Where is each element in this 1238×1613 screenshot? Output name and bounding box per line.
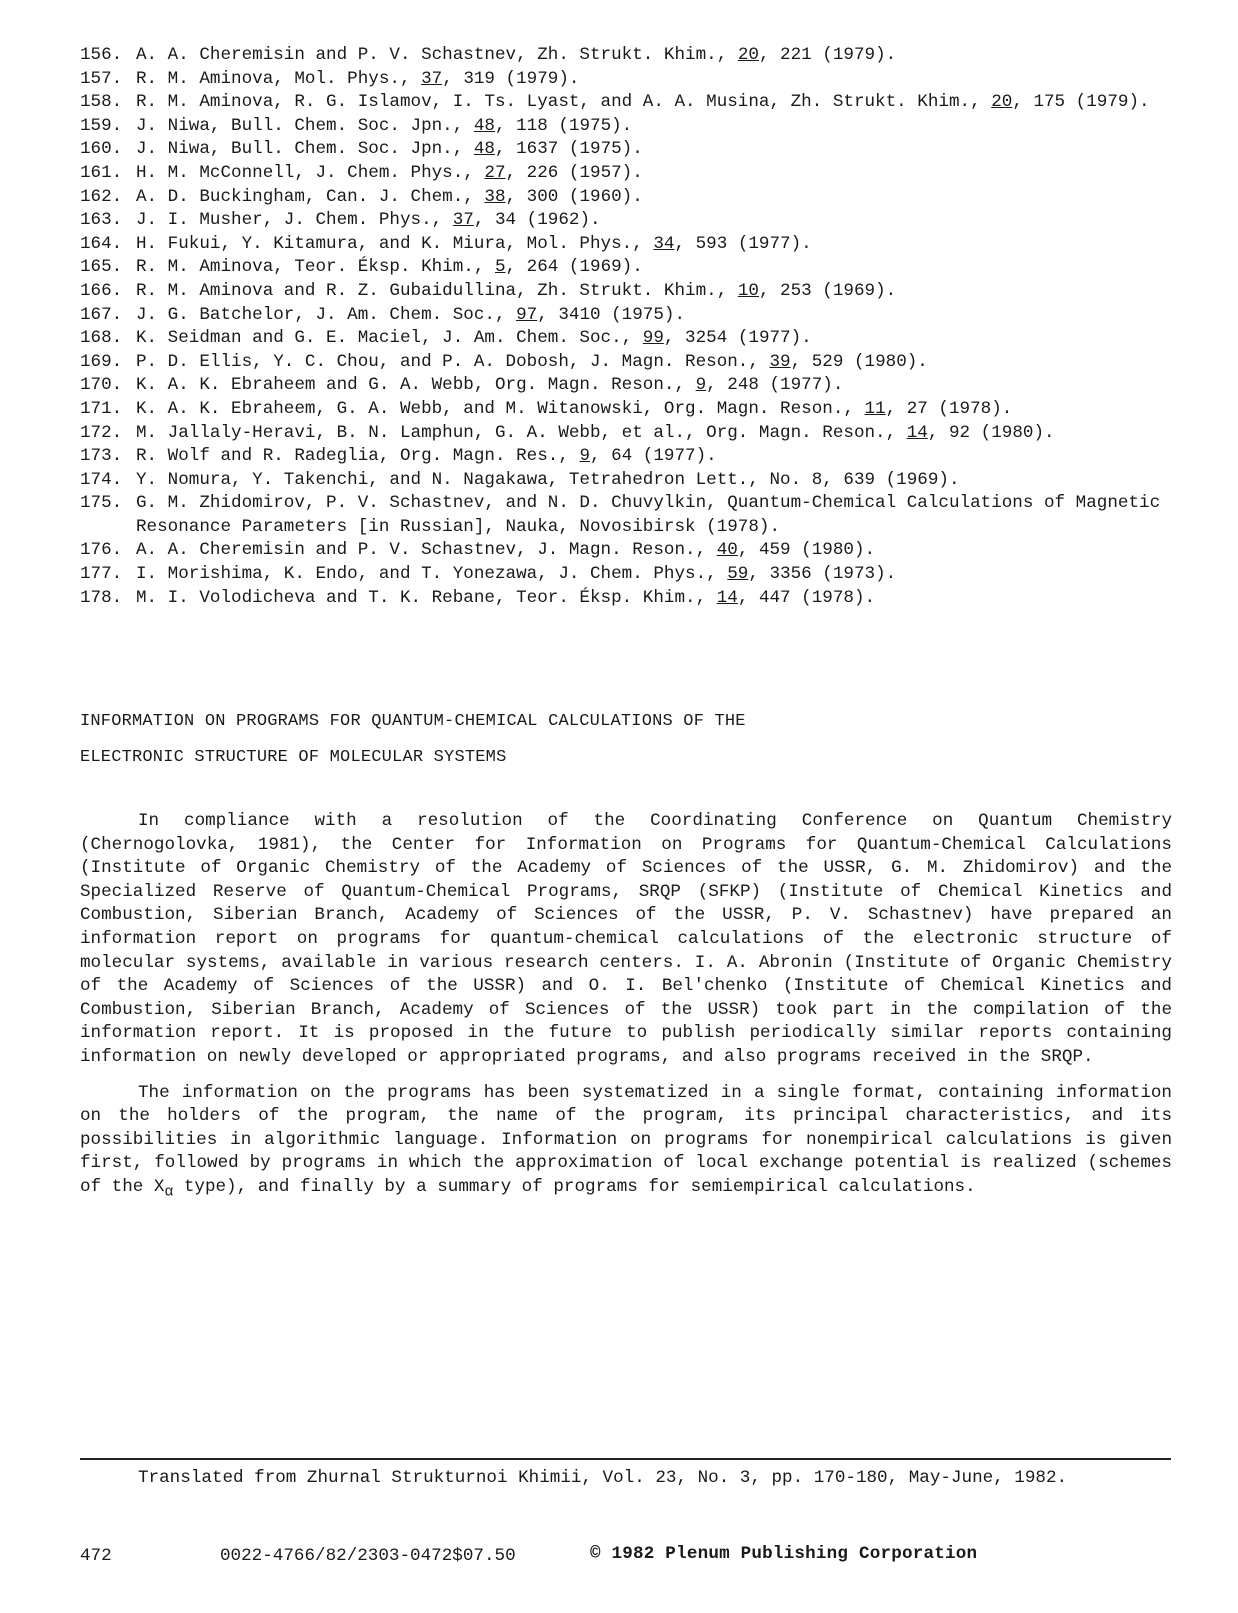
reference-text — [136, 327, 1170, 351]
reference-number: 176. — [80, 540, 123, 561]
reference-pre: A. D. Buckingham, Can. J. Chem., — [136, 186, 485, 207]
reference-pre: A. A. Cheremisin and P. V. Schastnev, J. Magn. Reson., — [136, 540, 717, 561]
footnote-text: Translated from Zhurnal Strukturnoi Khimii, Vol. 23, No. 3, pp. 170-180, May-June, 1982. — [138, 1468, 1068, 1488]
reference-item — [80, 398, 1170, 422]
reference-pre: G. M. Zhidomirov, P. V. Schastnev, and N. D. Chuvylkin, Quantum-Chemical Calculations of Magnetic Resonance Parameters [in Russian], Nauka, Novosibirsk (1978). — [136, 493, 1171, 537]
reference-post: , 175 (1979). — [1012, 92, 1150, 113]
footnote — [80, 1466, 1140, 1490]
reference-post: , 3410 (1975). — [537, 304, 686, 325]
reference-number: 165. — [80, 257, 123, 278]
reference-volume: 40 — [716, 540, 738, 561]
reference-item — [80, 186, 1170, 210]
body-text — [80, 810, 1172, 1217]
copyright-notice: © 1982 Plenum Publishing Corporation — [590, 1544, 978, 1564]
reference-post: , 3254 (1977). — [663, 328, 812, 349]
reference-post: , 253 (1969). — [758, 280, 897, 301]
reference-pre: H. M. McConnell, J. Chem. Phys., — [136, 162, 485, 183]
reference-pre: K. A. K. Ebraheem, G. A. Webb, and M. Witanowski, Org. Magn. Reson., — [136, 398, 865, 419]
reference-text — [136, 539, 1170, 563]
reference-number: 164. — [80, 233, 123, 254]
reference-volume: 48 — [473, 139, 495, 160]
reference-pre: P. D. Ellis, Y. C. Chou, and P. A. Dobosh, J. Magn. Reson., — [136, 351, 770, 372]
section-heading — [80, 704, 746, 776]
reference-number: 163. — [80, 210, 123, 231]
reference-post: , 459 (1980). — [737, 540, 876, 561]
reference-number: 162. — [80, 186, 123, 207]
reference-text — [136, 492, 1170, 539]
reference-number: 169. — [80, 351, 123, 372]
reference-text — [136, 209, 1170, 233]
reference-pre: M. I. Volodicheva and T. K. Rebane, Teor. Éksp. Khim., — [136, 587, 717, 608]
reference-text — [136, 304, 1170, 328]
reference-text — [136, 162, 1170, 186]
reference-number: 168. — [80, 328, 123, 349]
reference-pre: R. M. Aminova and R. Z. Gubaidullina, Zh. Strukt. Khim., — [136, 280, 738, 301]
reference-volume: 37 — [452, 210, 474, 231]
reference-item — [80, 115, 1170, 139]
paragraph-2-after: type), and finally by a summary of programs for semiempirical calculations. — [173, 1176, 976, 1197]
reference-text — [136, 445, 1170, 469]
footnote-divider — [80, 1458, 1171, 1460]
reference-number: 166. — [80, 280, 123, 301]
reference-volume: 14 — [906, 422, 928, 443]
reference-volume: 59 — [727, 564, 749, 585]
reference-text — [136, 115, 1170, 139]
x-alpha-subscript: α — [164, 1184, 174, 1201]
reference-item — [80, 209, 1170, 233]
reference-text — [136, 233, 1170, 257]
reference-pre: R. Wolf and R. Radeglia, Org. Magn. Res., — [136, 446, 580, 467]
reference-number: 172. — [80, 422, 123, 443]
reference-pre: K. Seidman and G. E. Maciel, J. Am. Chem. Soc., — [136, 328, 643, 349]
reference-text — [136, 374, 1170, 398]
reference-item — [80, 374, 1170, 398]
reference-volume: 9 — [695, 375, 707, 396]
reference-item — [80, 422, 1170, 446]
reference-post: , 264 (1969). — [505, 257, 643, 278]
reference-number: 156. — [80, 45, 123, 65]
section-heading-line2: ELECTRONIC STRUCTURE OF MOLECULAR SYSTEMS — [80, 748, 507, 767]
paragraph-2-before: The information on the programs has been systematized in a single format, containing information on the holders of the program, the name of the program, its principal characteristics, and its possibilities in algorithmic language. Information on programs for nonempirical calculations is given first, followed by programs in which the approximation of local exchange potential is realized (schemes of the X — [80, 1082, 1172, 1197]
reference-item — [80, 492, 1170, 539]
reference-item — [80, 304, 1170, 328]
reference-item — [80, 327, 1170, 351]
reference-text — [136, 563, 1170, 587]
reference-number: 157. — [80, 68, 123, 89]
reference-pre: I. Morishima, K. Endo, and T. Yonezawa, J. Chem. Phys., — [136, 564, 728, 585]
section-heading-line1: INFORMATION ON PROGRAMS FOR QUANTUM-CHEMICAL CALCULATIONS OF THE — [80, 712, 746, 731]
reference-volume: 10 — [737, 280, 759, 301]
reference-number: 167. — [80, 304, 123, 325]
reference-pre: R. M. Aminova, Teor. Éksp. Khim., — [136, 257, 495, 278]
reference-post: , 118 (1975). — [494, 115, 633, 136]
reference-item — [80, 256, 1170, 280]
reference-pre: H. Fukui, Y. Kitamura, and K. Miura, Mol. Phys., — [136, 233, 654, 254]
reference-text — [136, 138, 1170, 162]
reference-number: 159. — [80, 115, 123, 136]
reference-volume: 5 — [494, 257, 506, 278]
reference-volume: 9 — [579, 446, 590, 467]
reference-number: 175. — [80, 493, 123, 514]
reference-text — [136, 91, 1170, 115]
paragraph-1: In compliance with a resolution of the Coordinating Conference on Quantum Chemistry (Chernogolovka, 1981), the Center for Information on Programs for Quantum-Chemical Calculations (Institute of Organic Chemistry of the Academy of Sciences of the USSR, G. M. Zhidomirov) and the Specialized Reserve of Quantum-Chemical Programs, SRQP (SFKP) (Institute of Chemical Kinetics and Combustion, Siberian Branch, Academy of Sciences of the USSR, P. V. Schastnev) have prepared an information report on programs for quantum-chemical calculations of the electronic structure of molecular systems, available in various research centers. I. A. Abronin (Institute of Organic Chemistry of the Academy of Sciences of the USSR) and O. I. Bel'chenko (Institute of Chemical Kinetics and Combustion, Siberian Branch, Academy of Sciences of the USSR) took part in the compilation of the information report. It is proposed in the future to publish periodically similar reports containing information on newly developed or appropriated programs, and also programs received in the SRQP. — [80, 811, 1172, 1067]
reference-item — [80, 233, 1170, 257]
reference-volume: 20 — [737, 45, 759, 65]
reference-text — [136, 186, 1170, 210]
reference-volume: 48 — [473, 115, 495, 136]
reference-item — [80, 351, 1170, 375]
reference-post: , 319 (1979). — [442, 68, 580, 89]
reference-post: , 226 (1957). — [505, 162, 643, 183]
reference-pre: J. Niwa, Bull. Chem. Soc. Jpn., — [136, 115, 474, 136]
reference-pre: J. Niwa, Bull. Chem. Soc. Jpn., — [136, 139, 474, 160]
reference-pre: R. M. Aminova, R. G. Islamov, I. Ts. Lyast, and A. A. Musina, Zh. Strukt. Khim., — [136, 92, 992, 113]
reference-post: , 221 (1979). — [758, 45, 897, 65]
reference-post: , 34 (1962). — [473, 210, 601, 231]
reference-pre: Y. Nomura, Y. Takenchi, and N. Nagakawa, Tetrahedron Lett., No. 8, 639 (1969). — [136, 469, 960, 490]
reference-text — [136, 256, 1170, 280]
reference-item — [80, 68, 1170, 92]
page-number: 472 — [80, 1546, 112, 1566]
reference-number: 171. — [80, 398, 123, 419]
reference-item — [80, 44, 1170, 68]
reference-volume: 34 — [653, 233, 675, 254]
reference-item — [80, 280, 1170, 304]
reference-pre: M. Jallaly-Heravi, B. N. Lamphun, G. A. Webb, et al., Org. Magn. Reson., — [136, 422, 907, 443]
article-code: 0022-4766/82/2303-0472$07.50 — [220, 1546, 516, 1566]
reference-number: 158. — [80, 92, 123, 113]
reference-volume: 20 — [991, 92, 1013, 113]
reference-pre: A. A. Cheremisin and P. V. Schastnev, Zh. Strukt. Khim., — [136, 45, 738, 65]
reference-number: 178. — [80, 587, 123, 608]
paragraph-2 — [80, 1082, 1172, 1205]
reference-item — [80, 162, 1170, 186]
reference-volume: 39 — [769, 351, 791, 372]
reference-post: , 1637 (1975). — [494, 139, 643, 160]
reference-text — [136, 469, 1170, 493]
reference-post: , 300 (1960). — [505, 186, 643, 207]
reference-number: 160. — [80, 139, 123, 160]
reference-post: , 248 (1977). — [706, 375, 844, 396]
reference-volume: 27 — [484, 162, 506, 183]
reference-volume: 38 — [484, 186, 506, 207]
reference-pre: R. M. Aminova, Mol. Phys., — [136, 68, 422, 89]
reference-text — [136, 351, 1170, 375]
reference-item — [80, 539, 1170, 563]
reference-item — [80, 587, 1170, 611]
reference-item — [80, 469, 1170, 493]
reference-text — [136, 398, 1170, 422]
reference-volume: 37 — [421, 68, 443, 89]
reference-post: , 593 (1977). — [674, 233, 812, 254]
reference-pre: K. A. K. Ebraheem and G. A. Webb, Org. Magn. Reson., — [136, 375, 696, 396]
reference-item — [80, 445, 1170, 469]
reference-text — [136, 587, 1170, 611]
reference-number: 174. — [80, 469, 123, 490]
reference-post: , 529 (1980). — [790, 351, 928, 372]
reference-volume: 99 — [642, 328, 664, 349]
reference-post: , 64 (1977). — [590, 446, 717, 467]
reference-number: 161. — [80, 162, 123, 183]
reference-number: 177. — [80, 564, 123, 585]
reference-number: 170. — [80, 375, 123, 396]
reference-text — [136, 44, 1170, 68]
reference-volume: 14 — [716, 587, 738, 608]
reference-item — [80, 91, 1170, 115]
reference-pre: J. I. Musher, J. Chem. Phys., — [136, 210, 453, 231]
reference-item — [80, 563, 1170, 587]
reference-text — [136, 68, 1170, 92]
reference-volume: 11 — [864, 398, 886, 419]
reference-post: , 447 (1978). — [737, 587, 876, 608]
reference-post: , 27 (1978). — [885, 398, 1013, 419]
reference-text — [136, 422, 1170, 446]
reference-volume: 97 — [516, 304, 538, 325]
reference-pre: J. G. Batchelor, J. Am. Chem. Soc., — [136, 304, 517, 325]
reference-post: , 92 (1980). — [927, 422, 1055, 443]
reference-text — [136, 280, 1170, 304]
reference-number: 173. — [80, 446, 123, 467]
reference-item — [80, 138, 1170, 162]
reference-list — [80, 44, 1170, 610]
reference-post: , 3356 (1973). — [748, 564, 897, 585]
